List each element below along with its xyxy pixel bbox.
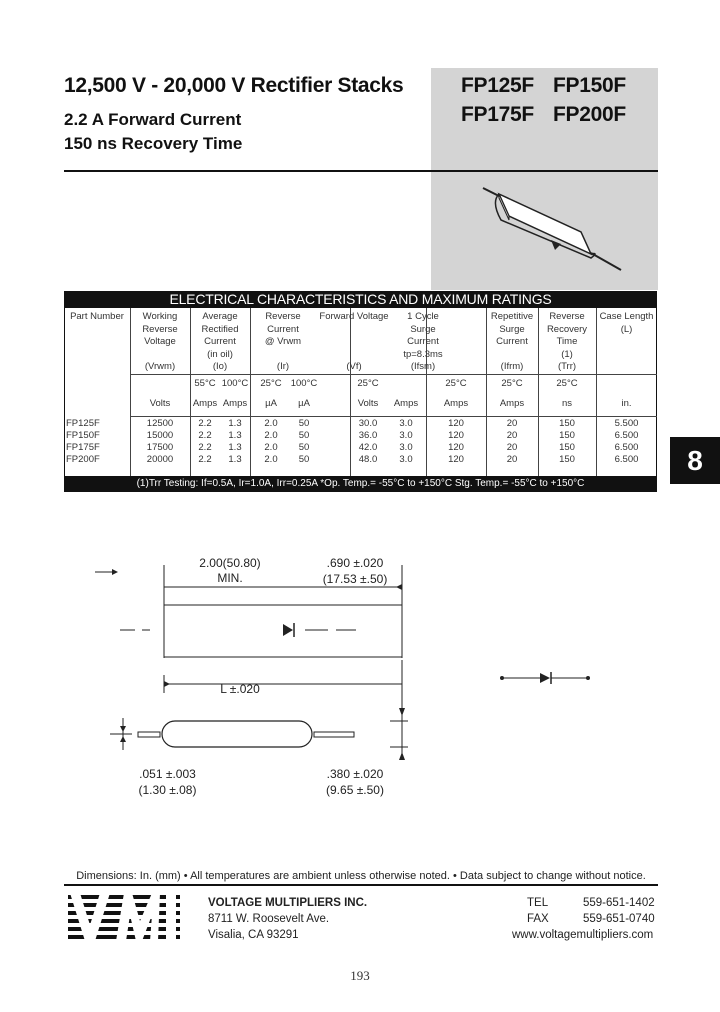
fax-number: 559-651-0740 [583, 913, 655, 925]
table-condition-cell: 100°C [290, 378, 318, 389]
table-header-cell: tp=8.3ms [403, 348, 443, 360]
table-cell: 6.500 [614, 454, 639, 465]
table-cell: 2.2 [198, 418, 212, 429]
tel-label: TEL [527, 897, 549, 909]
table-unit-cell: Amps [222, 398, 248, 409]
table-cell: 20 [506, 454, 518, 465]
body-diameter-in: .380 ±.020 [326, 767, 384, 781]
section-tab: 8 [670, 437, 720, 484]
table-header-cell: Reverse [549, 311, 585, 322]
table-header-cell: Time [556, 336, 578, 347]
page-number: 193 [350, 968, 370, 983]
table-header-cell: Current [496, 336, 528, 347]
lead-diameter-in: .051 ±.003 [139, 767, 196, 781]
table-cell: 120 [448, 442, 464, 453]
table-unit-cell: Volts [149, 398, 171, 409]
part-number-panel [431, 68, 658, 290]
table-cell: 120 [448, 454, 464, 465]
table-cell: 20 [506, 430, 518, 441]
table-title: ELECTRICAL CHARACTERISTICS AND MAXIMUM RATINGS [64, 291, 657, 308]
table-header-cell: Current [204, 336, 236, 347]
table-body [64, 308, 657, 476]
table-cell: 20000 [146, 454, 174, 465]
table-header-cell: Rectified [201, 323, 239, 335]
table-header-cell: Reverse [142, 323, 178, 335]
lead-min-label: MIN. [217, 571, 243, 585]
page-title: 12,500 V - 20,000 V Rectifier Stacks [64, 74, 404, 97]
part-number: FP200F [553, 103, 626, 126]
table-row-part-number: FP125F [66, 418, 100, 429]
table-cell: 120 [448, 430, 464, 441]
table-cell: 15000 [146, 430, 174, 441]
table-header-cell: Case Length [599, 311, 654, 322]
table-unit-cell: Amps [443, 398, 469, 409]
table-header-cell: Recovery [546, 323, 588, 335]
table-cell: 12500 [146, 418, 174, 429]
tel-number: 559-651-1402 [583, 897, 655, 909]
table-header-cell: Reverse [265, 311, 301, 322]
header-divider [64, 170, 658, 172]
table-cell: 150 [559, 430, 575, 441]
table-cell: 2.2 [198, 430, 212, 441]
table-cell: 6.500 [614, 442, 639, 453]
table-unit-cell: Amps [499, 398, 525, 409]
table-cell: 1.3 [228, 418, 242, 429]
table-unit-cell: Amps [192, 398, 218, 409]
table-header-cell: Surge [410, 323, 436, 335]
lead-length-dim: 2.00(50.80) [199, 556, 261, 570]
subtitle-recovery-time: 150 ns Recovery Time [64, 134, 243, 153]
table-header-cell: (Io) [212, 361, 228, 372]
table-unit-cell: µA [298, 398, 310, 409]
table-row-divider [130, 416, 657, 417]
table-header-cell: (1) [561, 348, 573, 360]
table-header-cell: (Vrwm) [144, 361, 176, 372]
table-condition-cell: 25°C [357, 378, 379, 389]
part-number: FP150F [553, 74, 626, 97]
company-logo [68, 893, 180, 941]
table-cell: 2.0 [264, 442, 278, 453]
table-cell: 2.0 [264, 430, 278, 441]
table-header-cell: (Vf) [346, 361, 362, 372]
table-unit-cell: ns [561, 398, 573, 409]
footer-divider [64, 884, 658, 886]
table-cell: 150 [559, 442, 575, 453]
fax-label: FAX [527, 913, 549, 925]
table-cell: 150 [559, 418, 575, 429]
table-cell: 120 [448, 418, 464, 429]
company-address-line2: Visalia, CA 93291 [208, 929, 299, 941]
table-condition-cell: 55°C [194, 378, 216, 389]
company-address-line1: 8711 W. Roosevelt Ave. [208, 913, 330, 925]
table-header-cell: Forward Voltage [319, 311, 389, 322]
table-header-cell: Current [407, 336, 439, 347]
table-cell: 48.0 [358, 454, 378, 465]
table-condition-cell: 25°C [501, 378, 523, 389]
table-header-cell: Current [267, 323, 299, 335]
website-link[interactable]: www.voltagemultipliers.com [512, 929, 654, 941]
table-header-cell: Part Number [70, 311, 124, 322]
subtitle-forward-current: 2.2 A Forward Current [64, 110, 242, 129]
table-cell: 5.500 [614, 418, 639, 429]
table-cell: 1.3 [228, 430, 242, 441]
table-header-cell: Voltage [144, 336, 176, 347]
table-cell: 50 [298, 454, 310, 465]
table-cell: 1.3 [228, 442, 242, 453]
company-name: VOLTAGE MULTIPLIERS INC. [208, 897, 368, 909]
table-header-cell: (Ir) [276, 361, 290, 372]
table-unit-cell: Amps [393, 398, 419, 409]
table-cell: 20 [506, 418, 518, 429]
table-condition-cell: 100°C [221, 378, 249, 389]
part-number: FP175F [461, 103, 534, 126]
table-cell: 50 [298, 430, 310, 441]
height-dim-in: .690 ±.020 [326, 556, 384, 570]
table-header-cell: Working [142, 311, 178, 322]
table-cell: 2.0 [264, 418, 278, 429]
table-cell: 2.2 [198, 454, 212, 465]
table-cell: 50 [298, 418, 310, 429]
table-header-cell: (in oil) [207, 348, 233, 360]
height-dim-mm: (17.53 ±.50) [322, 572, 388, 586]
table-header-cell: (Ifrm) [500, 361, 524, 372]
table-row-part-number: FP150F [66, 430, 100, 441]
footer-note: Dimensions: In. (mm) • All temperatures are ambient unless otherwise noted. • Data subject to change without notice. [76, 870, 646, 882]
diode-schematic-symbol [496, 668, 596, 688]
table-header-cell: (Trr) [557, 361, 577, 372]
lead-diameter-mm: (1.30 ±.08) [138, 783, 197, 797]
table-row-part-number: FP200F [66, 454, 100, 465]
table-cell: 50 [298, 442, 310, 453]
table-cell: 6.500 [614, 430, 639, 441]
table-cell: 2.2 [198, 442, 212, 453]
product-illustration [431, 168, 658, 290]
table-cell: 3.0 [399, 454, 413, 465]
table-row-part-number: FP175F [66, 442, 100, 453]
table-header-cell: Average [202, 311, 238, 322]
table-cell: 36.0 [358, 430, 378, 441]
table-cell: 17500 [146, 442, 174, 453]
table-unit-cell: µA [265, 398, 277, 409]
table-header-cell: (L) [620, 323, 633, 335]
table-cell: 30.0 [358, 418, 378, 429]
table-condition-cell: 25°C [260, 378, 282, 389]
body-diameter-mm: (9.65 ±.50) [326, 783, 384, 797]
table-condition-cell: 25°C [556, 378, 578, 389]
table-cell: 150 [559, 454, 575, 465]
table-header-cell: @ Vrwm [264, 336, 302, 347]
table-cell: 42.0 [358, 442, 378, 453]
table-header-cell: 1 Cycle [407, 311, 439, 322]
table-cell: 1.3 [228, 454, 242, 465]
table-footnote: (1)Trr Testing: If=0.5A, Ir=1.0A, Irr=0.25A *Op. Temp.= -55°C to +150°C Stg. Temp.= -55°C to +150°C [64, 476, 657, 492]
table-cell: 3.0 [399, 442, 413, 453]
table-cell: 3.0 [399, 418, 413, 429]
table-row-divider [130, 374, 657, 375]
table-header-cell: (Ifsm) [410, 361, 436, 372]
table-header-cell: Repetitive [490, 311, 534, 322]
table-unit-cell: Volts [357, 398, 379, 409]
table-condition-cell: 25°C [445, 378, 467, 389]
part-number: FP125F [461, 74, 534, 97]
table-cell: 2.0 [264, 454, 278, 465]
table-header-cell: Surge [499, 323, 525, 335]
table-cell: 20 [506, 442, 518, 453]
table-cell: 3.0 [399, 430, 413, 441]
length-dim: L ±.020 [220, 682, 260, 696]
table-unit-cell: in. [621, 398, 632, 409]
